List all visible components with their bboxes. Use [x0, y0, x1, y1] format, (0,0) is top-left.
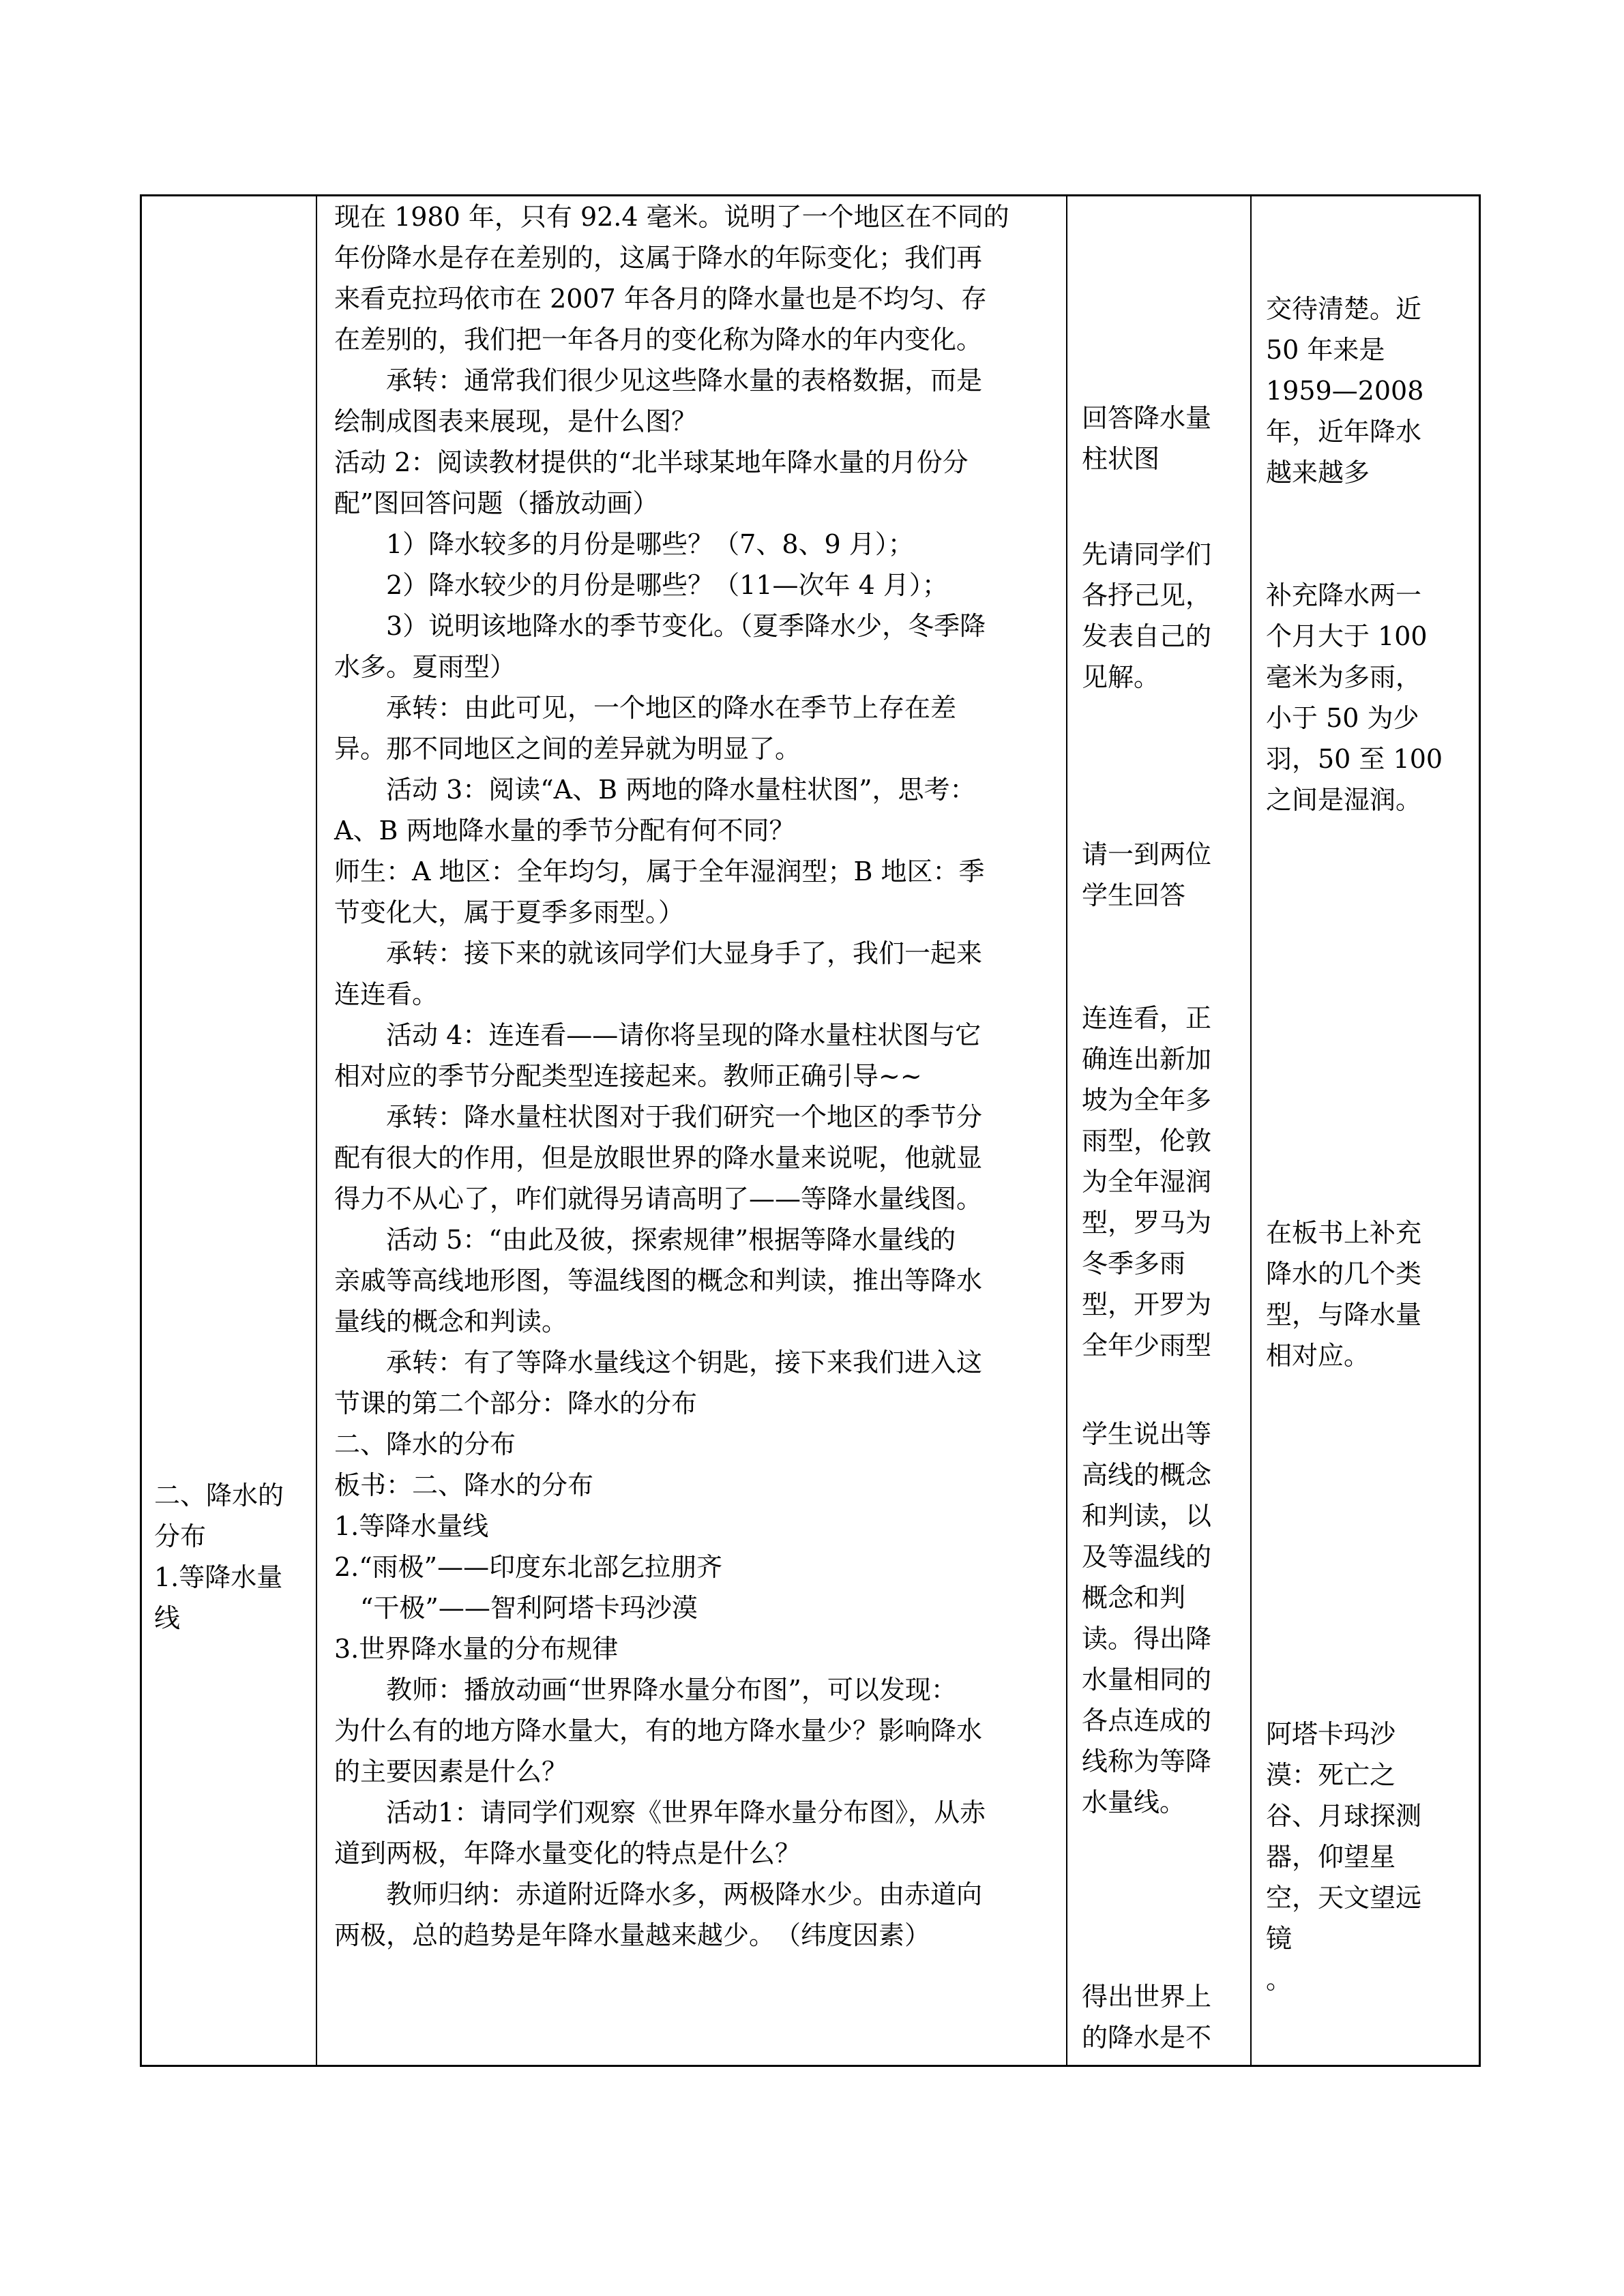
student-note: [1082, 534, 1249, 698]
text-line: 见解。: [1082, 662, 1160, 692]
section-column: [154, 196, 314, 2065]
text-line: 型，与降水量: [1266, 1300, 1422, 1330]
text-line: 相对应。: [1266, 1341, 1370, 1371]
text-line: 降水的几个类: [1266, 1259, 1422, 1289]
text-line: 道到两极，年降水量变化的特点是什么？: [334, 1838, 801, 1868]
text-line: 阿塔卡玛沙: [1266, 1719, 1396, 1749]
text-line: 板书：二、降水的分布: [334, 1470, 594, 1500]
text-line: 之间是湿润。: [1266, 785, 1422, 815]
content-block: [334, 196, 1064, 1956]
text-line: 镜: [1266, 1924, 1293, 1954]
text-line: 二、降水的: [154, 1480, 284, 1510]
text-line: 小于 50 为少: [1266, 703, 1419, 733]
student-note: [1082, 398, 1249, 479]
student-note: [1082, 1414, 1249, 1823]
column-divider: [316, 196, 317, 2065]
text-line: 型，罗马为: [1082, 1208, 1212, 1238]
text-line: 绘制成图表来展现，是什么图？: [334, 406, 698, 436]
text-line: 年份降水是存在差别的，这属于降水的年际变化；我们再: [334, 243, 983, 273]
text-line: 二、降水的分布: [334, 1429, 516, 1459]
text-line: 概念和判: [1082, 1583, 1186, 1613]
text-line: 活动 3：阅读“A、B 两地的降水量柱状图”，思考：: [386, 775, 976, 805]
text-line: 50 年来是: [1266, 335, 1385, 365]
text-line: 两极，总的趋势是年降水量越来越少。 （纬度因素）: [334, 1920, 931, 1950]
text-line: 配有很大的作用，但是放眼世界的降水量来说呢，他就显: [334, 1143, 983, 1173]
text-line: 节变化大，属于夏季多雨型。）: [334, 897, 685, 927]
text-line: 节课的第二个部分：降水的分布: [334, 1388, 698, 1418]
text-line: 空，天文望远: [1266, 1883, 1422, 1913]
text-line: 越来越多: [1266, 458, 1370, 488]
text-line: 及等温线的: [1082, 1542, 1212, 1572]
student-note: [1082, 834, 1249, 916]
text-line: 异。那不同地区之间的差异就为明显了。: [334, 734, 801, 764]
text-line: 在差别的，我们把一年各月的变化称为降水的年内变化。: [334, 325, 983, 355]
text-line: 为全年湿润: [1082, 1167, 1212, 1197]
text-line: 个月大于 100: [1266, 621, 1428, 651]
text-line: 交待清楚。近: [1266, 294, 1422, 324]
text-line: 教师归纳：赤道附近降水多，两极降水少。由赤道向: [386, 1879, 983, 1909]
text-line: 活动 4：连连看——请你将呈现的降水量柱状图与它: [386, 1020, 981, 1050]
text-line: 的降水是不: [1082, 2023, 1212, 2053]
text-line: 2）降水较少的月份是哪些？（11—次年 4 月）；: [386, 570, 948, 600]
text-line: 读。得出降: [1082, 1624, 1212, 1654]
text-line: 水量线。: [1082, 1787, 1186, 1817]
text-line: 1959—2008: [1266, 376, 1424, 406]
text-line: 分布: [154, 1521, 207, 1551]
text-line: 连连看。: [334, 979, 439, 1009]
text-line: 配”图回答问题（播放动画）: [334, 488, 659, 518]
text-line: 得出世界上: [1082, 1982, 1212, 2012]
text-line: 年，近年降水: [1266, 417, 1422, 447]
text-line: 承转：通常我们很少见这些降水量的表格数据，而是: [386, 366, 983, 396]
lesson-plan-table: [140, 194, 1481, 2067]
text-line: 柱状图: [1082, 444, 1160, 474]
text-line: 和判读，以: [1082, 1501, 1212, 1531]
text-line: 量线的概念和判读。: [334, 1307, 568, 1337]
text-line: 谷、月球探测: [1266, 1801, 1422, 1831]
text-line: 3.世界降水量的分布规律: [334, 1634, 619, 1664]
text-line: 2.“雨极”——印度东北部乞拉朋齐: [334, 1552, 723, 1582]
text-line: 得力不从心了，咋们就得另请高明了——等降水量线图。: [334, 1184, 983, 1214]
text-line: 亲戚等高线地形图，等温线图的概念和判读，推出等降水: [334, 1266, 983, 1296]
text-line: 为什么有的地方降水量大，有的地方降水量少？影响降水: [334, 1716, 983, 1746]
text-line: 活动1：请同学们观察《世界年降水量分布图》，从赤: [386, 1798, 986, 1828]
text-line: 连连看，正: [1082, 1003, 1212, 1033]
text-line: 学生回答: [1082, 880, 1186, 910]
text-line: 活动 5：“由此及彼，探索规律”根据等降水量线的: [386, 1225, 956, 1255]
text-line: 线: [154, 1603, 181, 1633]
text-line: 各抒己见，: [1082, 580, 1212, 610]
design-note: [1266, 1714, 1477, 2000]
text-line: 1）降水较多的月份是哪些？（7、8、9 月）；: [386, 529, 914, 559]
column-divider: [1250, 196, 1252, 2065]
text-line: 坡为全年多: [1082, 1085, 1212, 1115]
student-note: [1082, 998, 1249, 1366]
text-line: 先请同学们: [1082, 539, 1212, 569]
text-line: 相对应的季节分配类型连接起来。教师正确引导~~: [334, 1061, 922, 1091]
design-note: [1266, 1212, 1477, 1376]
text-line: 冬季多雨: [1082, 1249, 1186, 1279]
text-line: 各点连成的: [1082, 1705, 1212, 1735]
text-line: 现在 1980 年，只有 92.4 毫米。说明了一个地区在不同的: [334, 202, 1009, 232]
design-note: [1266, 575, 1477, 820]
text-line: 器，仰望星: [1266, 1842, 1396, 1872]
text-line: 来看克拉玛依市在 2007 年各月的降水量也是不均匀、存: [334, 284, 987, 314]
text-line: 水多。夏雨型）: [334, 652, 516, 682]
text-line: 教师：播放动画“世界降水量分布图”，可以发现：: [386, 1675, 957, 1705]
text-line: 水量相同的: [1082, 1665, 1212, 1695]
text-line: 线称为等降: [1082, 1746, 1212, 1776]
text-line: 学生说出等: [1082, 1419, 1212, 1449]
text-line: 1.等降水量线: [334, 1511, 489, 1541]
text-line: 承转：由此可见，一个地区的降水在季节上存在差: [386, 693, 957, 723]
design-note: [1266, 288, 1477, 493]
text-line: 的主要因素是什么？: [334, 1757, 568, 1787]
text-line: 承转：降水量柱状图对于我们研究一个地区的季节分: [386, 1102, 983, 1132]
text-line: 活动 2：阅读教材提供的“北半球某地年降水量的月份分: [334, 447, 969, 477]
text-line: 发表自己的: [1082, 621, 1212, 651]
text-line: 回答降水量: [1082, 403, 1212, 433]
text-line: 3）说明该地降水的季节变化。（夏季降水少，冬季降: [386, 611, 986, 641]
text-line: “干极”——智利阿塔卡玛沙漠: [360, 1593, 698, 1623]
text-line: 。: [1266, 1965, 1293, 1995]
column-divider: [1066, 196, 1067, 2065]
design-notes-column: [1266, 196, 1477, 2065]
text-line: 全年少雨型: [1082, 1330, 1212, 1360]
text-line: 雨型，伦敦: [1082, 1126, 1212, 1156]
text-line: 型，开罗为: [1082, 1289, 1212, 1320]
text-line: 承转：有了等降水量线这个钥匙，接下来我们进入这: [386, 1347, 983, 1377]
text-line: 毫米为多雨，: [1266, 662, 1422, 692]
section-heading: [154, 1475, 314, 1639]
text-line: 承转：接下来的就该同学们大显身手了，我们一起来: [386, 938, 983, 968]
text-line: 请一到两位: [1082, 839, 1212, 869]
text-line: 高线的概念: [1082, 1460, 1212, 1490]
text-line: 1.等降水量: [154, 1562, 283, 1592]
student-activity-column: [1082, 196, 1249, 2065]
text-line: 确连出新加: [1082, 1044, 1212, 1074]
text-line: 羽，50 至 100: [1266, 744, 1443, 774]
text-line: 补充降水两一: [1266, 580, 1422, 610]
text-line: 在板书上补充: [1266, 1218, 1422, 1248]
text-line: 师生：A 地区：全年均匀，属于全年湿润型；B 地区：季: [334, 856, 985, 886]
teaching-content-column: [334, 196, 1064, 2065]
student-note: [1082, 1976, 1249, 2058]
text-line: 漠：死亡之: [1266, 1760, 1396, 1790]
text-line: A、B 两地降水量的季节分配有何不同？: [334, 816, 795, 846]
